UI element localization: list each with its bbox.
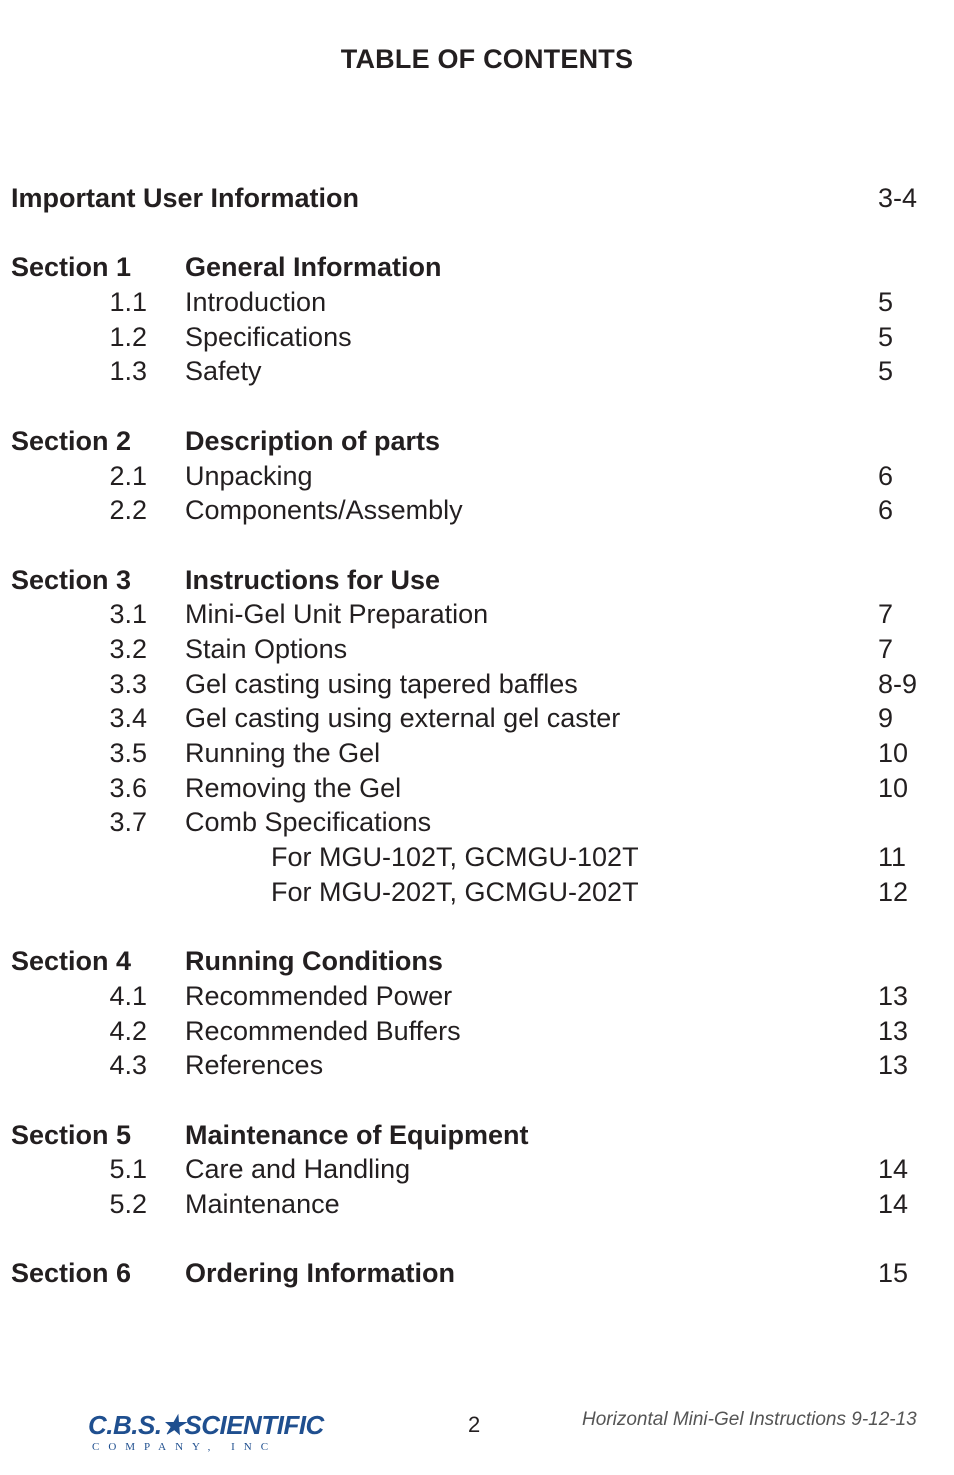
item-title: Recommended Buffers xyxy=(185,1015,461,1046)
toc-item-row xyxy=(11,805,941,840)
toc-item-row xyxy=(11,354,941,389)
item-page: 7 xyxy=(878,599,894,630)
subitem-page: 11 xyxy=(878,842,907,873)
section-title: Maintenance of Equipment xyxy=(185,1119,529,1150)
section-page: 15 xyxy=(878,1258,909,1289)
item-title: Removing the Gel xyxy=(185,772,402,803)
section-label: Section 3 xyxy=(11,564,132,595)
section-label: Section 4 xyxy=(11,946,132,977)
item-title: Gel casting using tapered baffles xyxy=(185,668,578,699)
item-title: Care and Handling xyxy=(185,1154,411,1185)
item-page: 5 xyxy=(878,321,894,352)
section-title: General Information xyxy=(185,252,442,283)
toc-important-label: Important User Information xyxy=(11,183,360,213)
toc-section-row xyxy=(11,1118,941,1153)
section-label: Section 6 xyxy=(11,1258,132,1289)
item-page: 5 xyxy=(878,287,894,318)
item-number: 2.1 xyxy=(109,460,147,491)
company-logo xyxy=(88,1410,324,1458)
item-number: 3.6 xyxy=(109,772,147,803)
footer-note: Horizontal Mini-Gel Instructions 9-12-13 xyxy=(582,1409,917,1430)
item-page: 6 xyxy=(878,495,894,526)
item-number: 1.1 xyxy=(109,287,147,318)
toc-item-row xyxy=(11,701,941,736)
item-title: Safety xyxy=(185,356,262,387)
item-number: 5.1 xyxy=(109,1154,147,1185)
item-number: 5.2 xyxy=(109,1188,147,1219)
item-number: 4.1 xyxy=(109,980,147,1011)
item-title: Comb Specifications xyxy=(185,807,432,838)
logo-wordmark: C.B.S.★SCIENTIFIC xyxy=(88,1410,324,1440)
toc-item-row xyxy=(11,1152,941,1187)
table-of-contents xyxy=(11,181,941,1291)
item-number: 3.3 xyxy=(109,668,147,699)
item-title: Gel casting using external gel caster xyxy=(185,703,621,734)
section-title: Description of parts xyxy=(185,425,441,456)
toc-important-page: 3-4 xyxy=(878,183,918,213)
toc-item-row xyxy=(11,493,941,528)
toc-item-row xyxy=(11,459,941,494)
toc-item-row xyxy=(11,285,941,320)
toc-item-row xyxy=(11,667,941,702)
item-page: 13 xyxy=(878,1015,909,1046)
item-page: 10 xyxy=(878,772,909,803)
item-page: 5 xyxy=(878,356,894,387)
toc-section-row xyxy=(11,250,941,285)
toc-item-row xyxy=(11,632,941,667)
toc-subitem-row xyxy=(11,840,941,875)
item-title: Mini-Gel Unit Preparation xyxy=(185,599,489,630)
toc-important-row xyxy=(11,181,941,216)
item-number: 3.2 xyxy=(109,633,147,664)
toc-item-row xyxy=(11,320,941,355)
item-title: References xyxy=(185,1050,324,1081)
item-title: Components/Assembly xyxy=(185,495,463,526)
section-label: Section 2 xyxy=(11,425,132,456)
item-page: 10 xyxy=(878,738,909,768)
item-number: 4.2 xyxy=(109,1015,147,1046)
item-number: 3.1 xyxy=(109,599,147,630)
item-number: 3.7 xyxy=(109,807,147,838)
item-title: Recommended Power xyxy=(185,980,453,1011)
item-page: 13 xyxy=(878,980,909,1011)
toc-item-row xyxy=(11,1048,941,1083)
toc-section-row xyxy=(11,944,941,979)
item-page: 13 xyxy=(878,1050,909,1081)
item-title: Introduction xyxy=(185,287,327,318)
item-page: 9 xyxy=(878,703,894,734)
logo-subtitle: COMPANY, INC xyxy=(92,1441,278,1453)
toc-section-row xyxy=(11,1256,941,1291)
toc-section-row xyxy=(11,563,941,598)
item-number: 1.2 xyxy=(109,321,147,352)
item-number: 2.2 xyxy=(109,495,147,526)
item-page: 7 xyxy=(878,633,894,664)
item-page: 8-9 xyxy=(878,668,918,699)
toc-item-row xyxy=(11,1014,941,1049)
section-title: Running Conditions xyxy=(185,946,443,977)
item-number: 3.5 xyxy=(109,738,147,768)
item-title: Running the Gel xyxy=(185,738,381,768)
item-title: Unpacking xyxy=(185,460,313,491)
section-title: Ordering Information xyxy=(185,1258,455,1289)
item-page: 14 xyxy=(878,1154,909,1185)
item-title: Maintenance xyxy=(185,1188,340,1219)
section-title: Instructions for Use xyxy=(185,564,441,595)
item-page: 6 xyxy=(878,460,894,491)
subitem-title: For MGU-102T, GCMGU-102T xyxy=(271,842,639,873)
page-title: TABLE OF CONTENTS xyxy=(340,44,634,74)
subitem-page: 12 xyxy=(878,876,909,907)
toc-subitem-row xyxy=(11,875,941,910)
item-number: 3.4 xyxy=(109,703,147,734)
toc-item-row xyxy=(11,979,941,1014)
toc-item-row xyxy=(11,1187,941,1222)
subitem-title: For MGU-202T, GCMGU-202T xyxy=(271,876,639,907)
toc-section-row xyxy=(11,424,941,459)
toc-item-row xyxy=(11,736,941,771)
section-label: Section 5 xyxy=(11,1119,132,1150)
toc-item-row xyxy=(11,597,941,632)
item-title: Specifications xyxy=(185,321,352,352)
item-number: 4.3 xyxy=(109,1050,147,1081)
item-page: 14 xyxy=(878,1188,909,1219)
toc-item-row xyxy=(11,771,941,806)
item-title: Stain Options xyxy=(185,633,348,664)
item-number: 1.3 xyxy=(109,356,147,387)
section-label: Section 1 xyxy=(11,252,132,283)
page-number: 2 xyxy=(468,1412,481,1437)
